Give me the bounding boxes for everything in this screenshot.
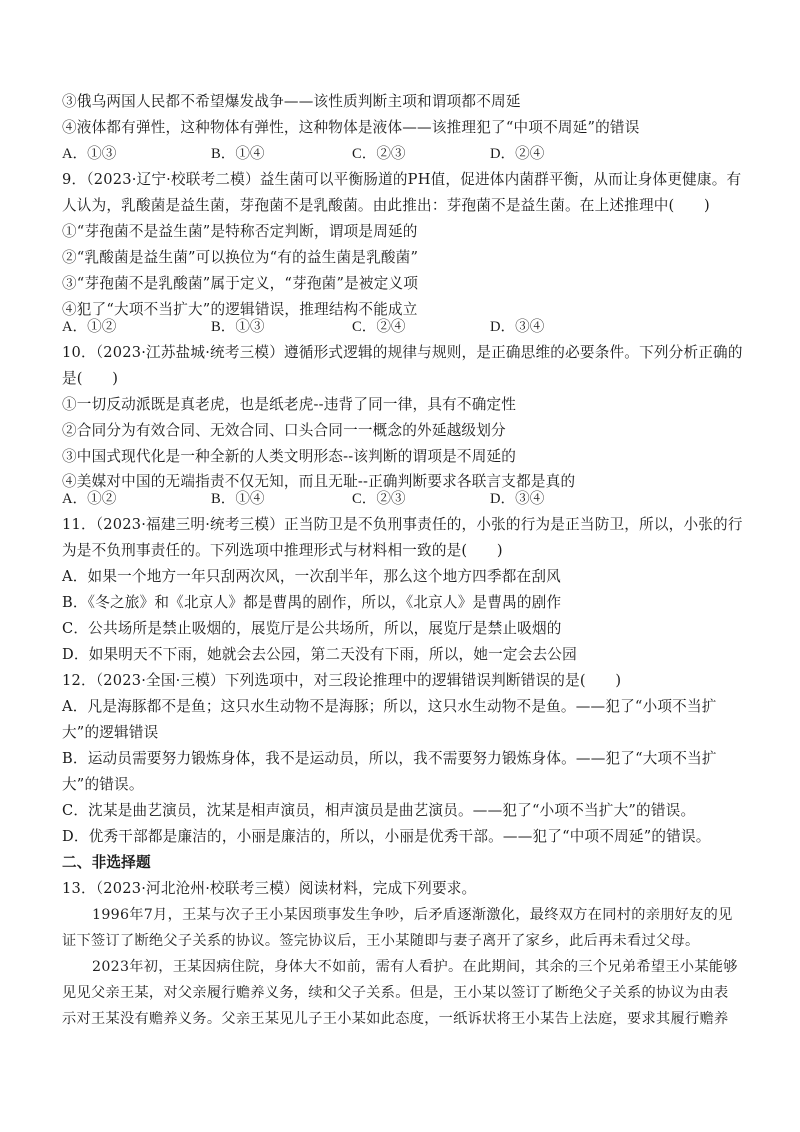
q8-option-a: A．①③	[62, 146, 117, 162]
q12-option-d: D．优秀干部都是廉洁的，小丽是廉洁的，所以，小丽是优秀干部。——犯了“中项不周延”的错误。	[62, 828, 711, 845]
q10-stem-line-1: 10．（2023·江苏盐城·统考三模）遵循形式逻辑的规律与规则，是正确思维的必要条件。下列分析正确的	[62, 344, 743, 361]
q8-option-b: B．①④	[211, 146, 265, 162]
q12-option-c: C．沈某是曲艺演员，沈某是相声演员，相声演员是曲艺演员。——犯了“小项不当扩大”的错误。	[62, 802, 696, 819]
q9-stem-line-1: 9．（2023·辽宁·校联考二模）益生菌可以平衡肠道的PH值，促进体内菌群平衡，从而让身体更健康。有	[62, 171, 742, 188]
q9-statement-1: ①“芽孢菌不是益生菌”是特称否定判断，谓项是周延的	[62, 223, 418, 240]
q13-stem: 13．（2023·河北沧州·校联考三模）阅读材料，完成下列要求。	[62, 880, 477, 897]
q10-option-b: B．①④	[211, 491, 265, 507]
q12-option-a-line-1: A．凡是海豚都不是鱼；这只水生动物不是海豚；所以，这只水生动物不是鱼。——犯了“小项不当扩	[62, 698, 717, 715]
q11-option-c: C．公共场所是禁止吸烟的，展览厅是公共场所，所以，展览厅是禁止吸烟的	[62, 620, 562, 637]
q9-option-a: A．①②	[62, 319, 117, 335]
q8-statement-3: ③俄乌两国人民都不希望爆发战争——该性质判断主项和谓项都不周延	[62, 93, 521, 110]
q11-option-a: A．如果一个地方一年只刮两次风，一次刮半年，那么这个地方四季都在刮风	[62, 568, 561, 585]
q10-stem-line-2: 是( )	[62, 370, 119, 387]
q10-option-a: A．①②	[62, 491, 117, 507]
q12-option-b-line-1: B．运动员需要努力锻炼身体，我不是运动员，所以，我不需要努力锻炼身体。——犯了“大项不当扩	[62, 750, 717, 767]
q9-option-b: B．①③	[211, 319, 265, 335]
q8-statement-4: ④液体都有弹性，这种物体有弹性，这种物体是液体——该推理犯了“中项不周延”的错误	[62, 119, 640, 136]
q9-option-c: C．②④	[352, 319, 406, 335]
q8-option-d: D．②④	[490, 146, 545, 162]
q12-option-a-line-2: 大”的逻辑错误	[62, 724, 159, 741]
q10-option-c: C．②③	[352, 491, 406, 507]
q10-option-d: D．③④	[490, 491, 545, 507]
q13-material-para2-line3: 示对王某没有赡养义务。父亲王某见儿子王小某如此态度，一纸诉状将王小某告上法庭，要求其履行赡养	[62, 1011, 729, 1027]
q9-option-d: D．③④	[490, 319, 545, 335]
q9-statement-2: ②“乳酸菌是益生菌”可以换位为“有的益生菌是乳酸菌”	[62, 249, 419, 266]
q10-statement-4: ④美媒对中国的无端指责不仅无知，而且无耻--正确判断要求各联言支都是真的	[62, 473, 576, 490]
q10-statement-1: ①一切反动派既是真老虎，也是纸老虎--违背了同一律，具有不确定性	[62, 396, 517, 413]
q13-material-para2-line1: 2023年初，王某因病住院，身体大不如前，需有人看护。在此期间，其余的三个兄弟希望王小某能够	[92, 959, 738, 975]
q9-statement-3: ③“芽孢菌不是乳酸菌”属于定义，“芽孢菌”是被定义项	[62, 275, 419, 292]
section-heading: 二、非选择题	[62, 854, 151, 871]
q9-stem-line-2: 人认为，乳酸菌是益生菌，芽孢菌不是乳酸菌。由此推出：芽孢菌不是益生菌。在上述推理中( )	[62, 197, 710, 214]
q13-material-para1-line1: 1996年7月，王某与次子王小某因琐事发生争吵，后矛盾逐渐激化，最终双方在同村的亲朋好友的见	[92, 907, 733, 923]
q10-statement-2: ②合同分为有效合同、无效合同、口头合同一一概念的外延越级划分	[62, 422, 506, 439]
q11-option-b: B．《冬之旅》和《北京人》都是曹禺的剧作，所以，《北京人》是曹禺的剧作	[62, 594, 562, 611]
q13-material-para2-line2: 见见父亲王某，对父亲履行赡养义务，续和父子关系。但是，王小某以签订了断绝父子关系的协议为由表	[62, 985, 729, 1001]
q11-option-d: D．如果明天不下雨，她就会去公园，第二天没有下雨，所以，她一定会去公园	[62, 646, 577, 663]
q12-option-b-line-2: 大”的错误。	[62, 776, 144, 793]
q9-statement-4: ④犯了“大项不当扩大”的逻辑错误，推理结构不能成立	[62, 301, 418, 318]
q8-option-c: C．②③	[352, 146, 406, 162]
q13-material-para1-line2: 证下签订了断绝父子关系的协议。签完协议后，王小某随即与妻子离开了家乡，此后再未看过父母。	[62, 933, 700, 949]
q11-stem-line-1: 11．（2023·福建三明·统考三模）正当防卫是不负刑事责任的，小张的行为是正当防卫，所以，小张的行	[62, 516, 743, 533]
q10-statement-3: ③中国式现代化是一种全新的人类文明形态--该判断的谓项是不周延的	[62, 448, 517, 465]
q11-stem-line-2: 为是不负刑事责任的。下列选项中推理形式与材料相一致的是( )	[62, 542, 503, 559]
q12-stem: 12．（2023·全国·三模）下列选项中，对三段论推理中的逻辑错误判断错误的是( )	[62, 672, 622, 689]
